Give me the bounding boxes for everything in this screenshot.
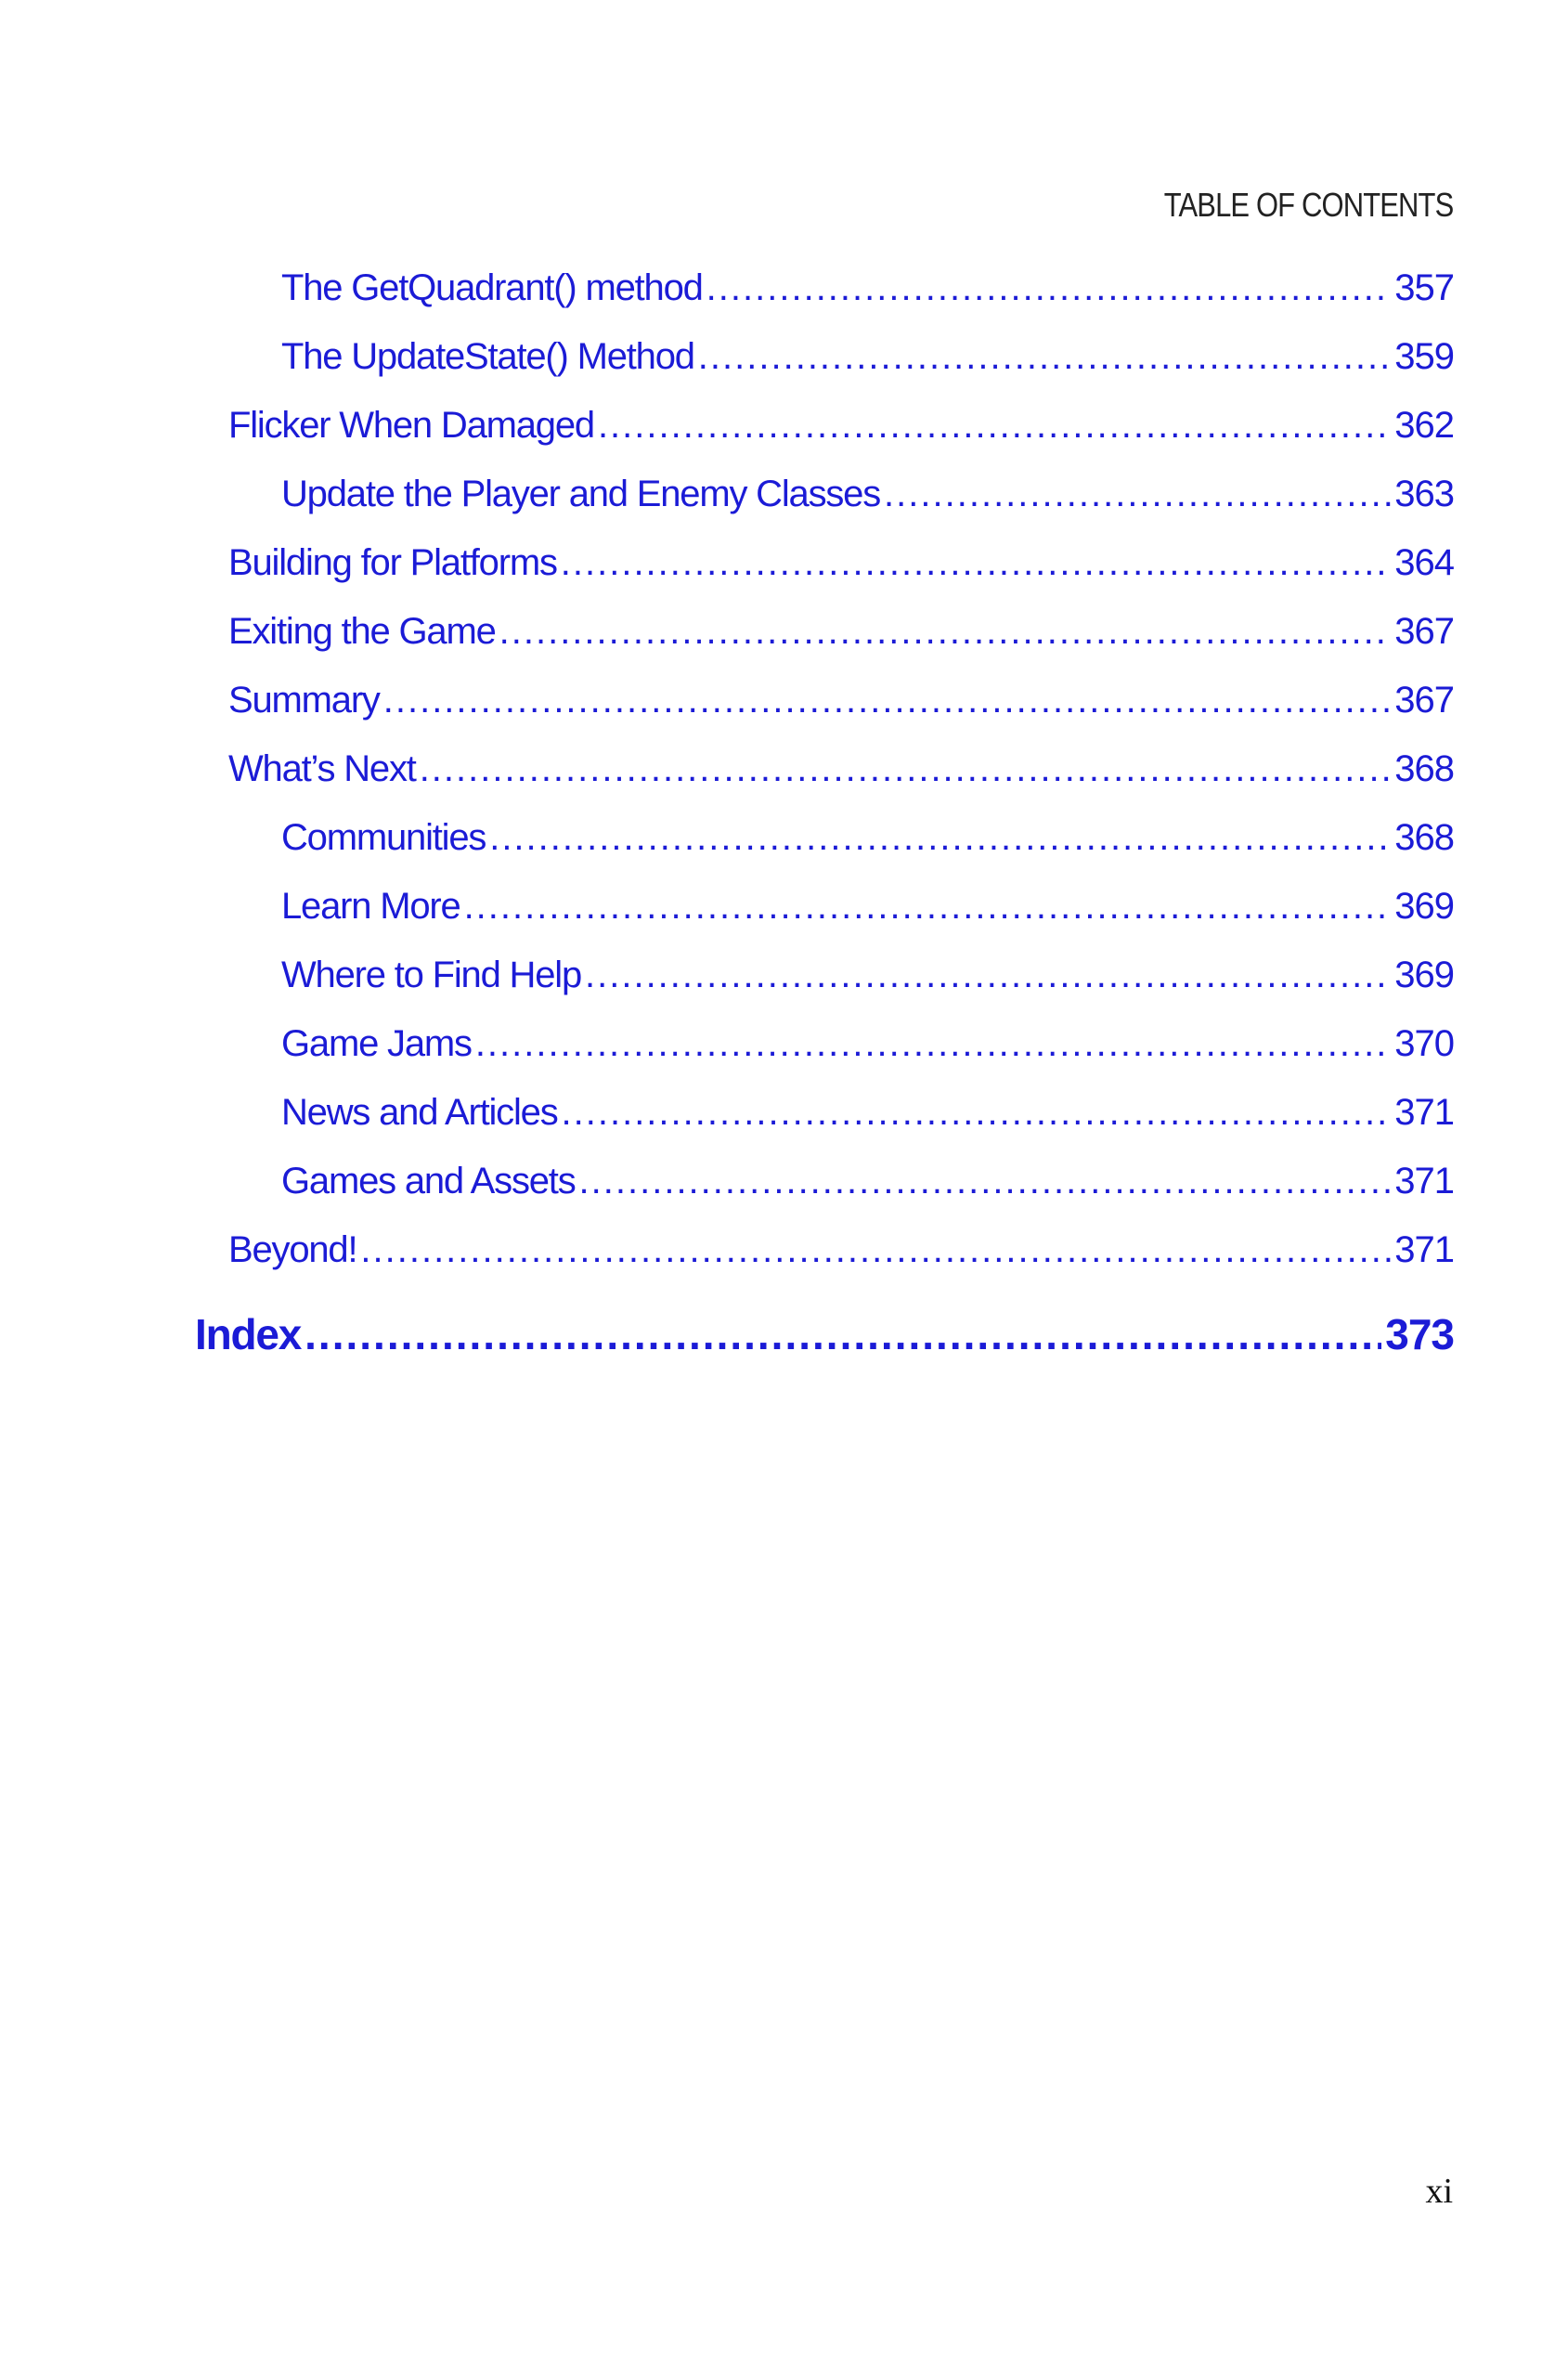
toc-entry-page: 368 <box>1394 748 1454 789</box>
toc-entry-page: 371 <box>1394 1161 1454 1201</box>
toc-entry-beyond[interactable] <box>228 1229 1454 1271</box>
toc-entry-getquadrant-method[interactable] <box>281 267 1454 309</box>
toc-leader-dots <box>499 611 1392 653</box>
toc-entry-title: Summary <box>228 680 380 721</box>
toc-leader-dots <box>305 1309 1381 1359</box>
toc-entry-page: 369 <box>1394 886 1454 927</box>
toc-entry-page: 363 <box>1394 474 1454 514</box>
toc-entry-page: 369 <box>1394 955 1454 995</box>
toc-entry-learn-more[interactable] <box>281 886 1454 928</box>
toc-entry-page: 364 <box>1394 542 1454 583</box>
toc-entry-page: 357 <box>1394 267 1454 308</box>
toc-leader-dots <box>489 817 1391 859</box>
toc-entry-title: Exiting the Game <box>228 611 496 652</box>
toc-entry-exiting-the-game[interactable] <box>228 611 1454 653</box>
page-number: xi <box>1425 2172 1453 2211</box>
toc-entry-title: Game Jams <box>281 1023 472 1064</box>
toc-leader-dots <box>464 886 1392 928</box>
toc-entry-title: Communities <box>281 817 486 858</box>
toc-entry-index[interactable] <box>195 1309 1454 1359</box>
toc-entry-title: The UpdateState() Method <box>281 336 694 377</box>
toc-entry-page: 370 <box>1394 1023 1454 1064</box>
toc-leader-dots <box>360 1229 1391 1271</box>
toc-entry-page: 362 <box>1394 405 1454 446</box>
toc-entry-title: News and Articles <box>281 1092 558 1133</box>
toc-leader-dots <box>579 1161 1392 1202</box>
toc-entry-whats-next[interactable] <box>228 748 1454 790</box>
toc-entry-page: 373 <box>1385 1310 1454 1358</box>
toc-entry-title: The GetQuadrant() method <box>281 267 703 308</box>
toc-entry-page: 371 <box>1394 1092 1454 1133</box>
toc-entry-where-to-find-help[interactable] <box>281 955 1454 996</box>
toc-entry-game-jams[interactable] <box>281 1023 1454 1065</box>
running-head: TABLE OF CONTENTS <box>1163 186 1453 224</box>
toc-entry-page: 371 <box>1394 1229 1454 1270</box>
toc-entry-title: Beyond! <box>228 1229 357 1270</box>
toc-leader-dots <box>598 405 1391 447</box>
toc-leader-dots <box>706 267 1392 309</box>
toc-entry-title: Where to Find Help <box>281 955 581 995</box>
toc-entry-title: Learn More <box>281 886 460 927</box>
toc-entry-page: 367 <box>1394 611 1454 652</box>
toc-entry-title: What’s Next <box>228 748 416 789</box>
toc-entry-games-and-assets[interactable] <box>281 1161 1454 1202</box>
toc-leader-dots <box>420 748 1392 790</box>
toc-entry-building-for-platforms[interactable] <box>228 542 1454 584</box>
toc-entry-page: 368 <box>1394 817 1454 858</box>
toc-leader-dots <box>884 474 1391 515</box>
toc-leader-dots <box>475 1023 1391 1065</box>
toc-entry-page: 359 <box>1394 336 1454 377</box>
toc-leader-dots <box>562 1092 1392 1134</box>
toc-entry-flicker-when-damaged[interactable] <box>228 405 1454 447</box>
toc-leader-dots <box>585 955 1391 996</box>
toc-entry-title: Update the Player and Enemy Classes <box>281 474 881 514</box>
toc-entry-news-and-articles[interactable] <box>281 1092 1454 1134</box>
toc-entry-title: Flicker When Damaged <box>228 405 594 446</box>
toc-entry-title: Building for Platforms <box>228 542 557 583</box>
toc-entry-summary[interactable] <box>228 680 1454 721</box>
toc-entry-title: Games and Assets <box>281 1161 576 1201</box>
toc-entry-communities[interactable] <box>281 817 1454 859</box>
toc-entry-updatestate-method[interactable] <box>281 336 1454 378</box>
toc-leader-dots <box>383 680 1392 721</box>
toc-entry-title: Index <box>195 1310 302 1358</box>
toc-leader-dots <box>561 542 1391 584</box>
toc-entry-update-player-enemy-classes[interactable] <box>281 474 1454 515</box>
toc-leader-dots <box>698 336 1391 378</box>
toc-entry-page: 367 <box>1394 680 1454 721</box>
